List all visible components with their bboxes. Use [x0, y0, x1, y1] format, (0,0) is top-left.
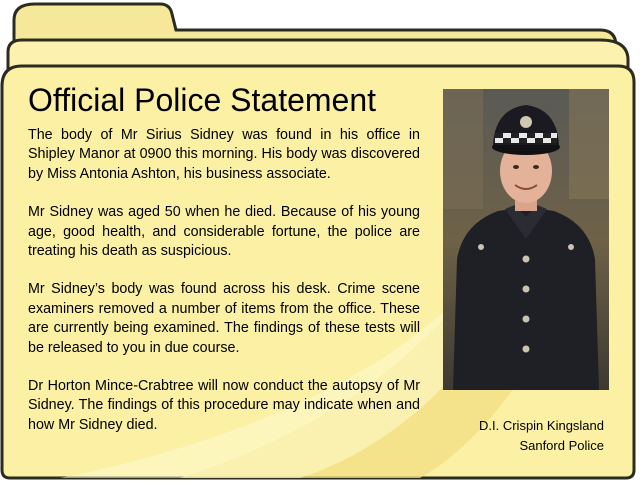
window-frame — [443, 89, 483, 209]
epaulette-badge — [568, 244, 574, 250]
statement-body — [28, 126, 420, 454]
signature-block — [479, 416, 604, 456]
signature-name: D.I. Crispin Kingsland — [479, 418, 604, 433]
signature-organization: Sanford Police — [519, 438, 604, 453]
cap-band-check — [511, 133, 519, 138]
cap-badge — [520, 116, 532, 128]
statement-paragraph: Mr Sidney’s body was found across his desk. Crime scene examiners removed a number of items from the office. These are currently being examined. The findings of these tests will be released to you in due course. — [28, 281, 420, 356]
statement-title: Official Police Statement — [28, 82, 377, 118]
uniform-button — [523, 256, 530, 263]
epaulette-badge — [478, 244, 484, 250]
officer-photo — [443, 89, 609, 390]
cap-band-check — [503, 138, 511, 143]
cap-band-check — [519, 138, 527, 143]
statement-paragraph: Dr Horton Mince-Crabtree will now conduct the autopsy of Mr Sidney. The findings of this procedure may indicate when and how Mr Sidney died. — [28, 378, 420, 433]
cap-band-check — [527, 133, 535, 138]
uniform-button — [523, 316, 530, 323]
cap-band-check — [551, 138, 557, 143]
uniform-button — [523, 286, 530, 293]
statement-paragraph: Mr Sidney was aged 50 when he died. Because of his young age, good health, and considerable fortune, the police are treating his death as suspicious. — [28, 204, 420, 260]
eye — [513, 165, 519, 169]
cap-band-check — [543, 133, 551, 138]
cap-band-check — [535, 138, 543, 143]
cap-band-check — [495, 133, 503, 138]
eye — [533, 165, 539, 169]
window-frame — [569, 89, 609, 199]
uniform-button — [523, 346, 530, 353]
statement-paragraph: The body of Mr Sirius Sidney was found in his office in Shipley Manor at 0900 this morning. His body was discovered by Miss Antonia Ashton, his business associate. — [28, 127, 420, 182]
